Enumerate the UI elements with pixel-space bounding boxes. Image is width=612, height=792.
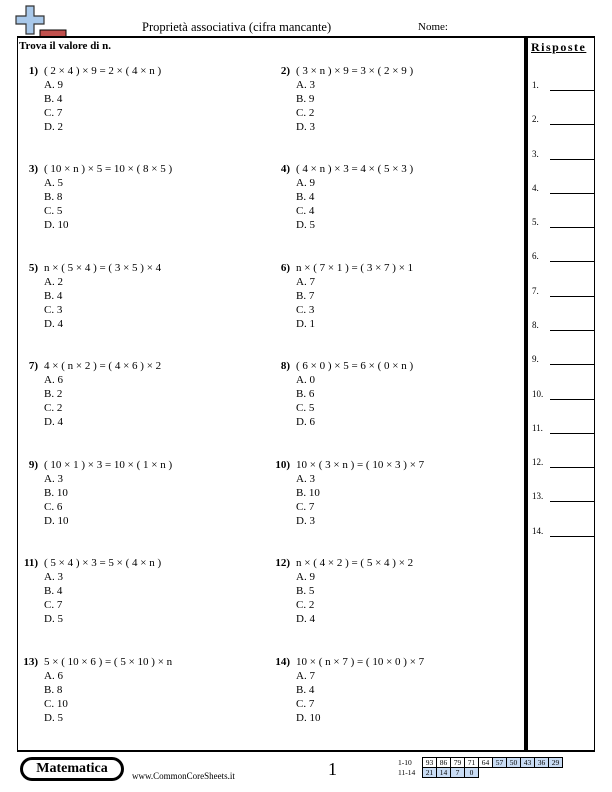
option-c: C. 2 [296, 107, 315, 119]
score-cell: 14 [437, 768, 451, 778]
option-a: A. 3 [296, 473, 315, 485]
worksheet-title: Proprietà associativa (cifra mancante) [142, 20, 332, 34]
option-a: A. 3 [44, 571, 63, 583]
option-b: B. 10 [44, 487, 68, 499]
answer-label: 2. [532, 114, 539, 124]
answer-field-14[interactable] [532, 526, 594, 538]
site-url: www.CommonCoreSheets.it [132, 771, 235, 781]
name-label: Nome: [418, 21, 448, 33]
problem-equation: ( 5 × 4 ) × 3 = 5 × ( 4 × n ) [44, 557, 162, 569]
score-row-1-10 [398, 758, 563, 768]
option-b: B. 9 [296, 93, 315, 105]
header-rule [17, 36, 595, 38]
score-cell: 50 [507, 758, 521, 768]
option-a: A. 9 [44, 79, 63, 91]
option-b: B. 8 [44, 684, 63, 696]
option-d: D. 10 [44, 515, 69, 527]
answer-label: 13. [532, 491, 544, 501]
answer-field-10[interactable] [532, 389, 594, 401]
problem-equation: ( 4 × n ) × 3 = 4 × ( 5 × 3 ) [296, 163, 414, 175]
left-border [17, 36, 18, 751]
answer-field-7[interactable] [532, 286, 594, 298]
option-d: D. 4 [44, 416, 63, 428]
footer-rule [17, 750, 595, 752]
option-a: A. 9 [296, 177, 315, 189]
option-d: D. 5 [296, 219, 315, 231]
score-row-label: 1-10 [398, 758, 412, 767]
option-b: B. 4 [44, 585, 63, 597]
option-d: D. 3 [296, 515, 315, 527]
answer-field-8[interactable] [532, 320, 594, 332]
option-c: C. 5 [296, 402, 315, 414]
column-divider [524, 36, 528, 751]
option-b: B. 5 [296, 585, 315, 597]
option-a: A. 3 [44, 473, 63, 485]
answer-label: 4. [532, 183, 539, 193]
option-a: A. 6 [44, 670, 63, 682]
option-d: D. 5 [44, 712, 63, 724]
answer-label: 9. [532, 354, 539, 364]
plus-logo-icon [14, 4, 68, 38]
answer-field-3[interactable] [532, 149, 594, 161]
problem-equation: n × ( 4 × 2 ) = ( 5 × 4 ) × 2 [296, 557, 414, 569]
option-d: D. 10 [44, 219, 69, 231]
option-d: D. 2 [44, 121, 63, 133]
problem-number: 2) [280, 65, 290, 77]
answer-label: 3. [532, 149, 539, 159]
problem-number: 6) [280, 262, 290, 274]
option-d: D. 5 [44, 613, 63, 625]
option-b: B. 4 [44, 93, 63, 105]
problem-number: 3) [28, 163, 38, 175]
score-cell: 0 [465, 768, 479, 778]
score-cell: 36 [535, 758, 549, 768]
answer-label: 10. [532, 389, 544, 399]
subject-badge [20, 757, 124, 781]
page-number: 1 [328, 759, 337, 779]
option-b: B. 10 [296, 487, 320, 499]
score-row-label: 11-14 [398, 768, 416, 777]
problem-number: 7) [28, 360, 38, 372]
score-cell: 79 [451, 758, 465, 768]
problem-number: 14) [275, 656, 290, 668]
answer-label: 12. [532, 457, 544, 467]
option-a: A. 2 [44, 276, 63, 288]
option-c: C. 7 [296, 501, 315, 513]
problem-number: 10) [275, 459, 290, 471]
option-b: B. 6 [296, 388, 315, 400]
option-b: B. 4 [296, 191, 315, 203]
answer-field-12[interactable] [532, 457, 594, 469]
option-d: D. 4 [296, 613, 315, 625]
answer-label: 8. [532, 320, 539, 330]
option-a: A. 3 [296, 79, 315, 91]
option-a: A. 6 [44, 374, 63, 386]
option-c: C. 3 [44, 304, 63, 316]
option-a: A. 7 [296, 276, 315, 288]
problem-equation: ( 10 × 1 ) × 3 = 10 × ( 1 × n ) [44, 459, 173, 471]
score-cell: 64 [479, 758, 493, 768]
answer-field-1[interactable] [532, 80, 594, 92]
score-cell: 93 [423, 758, 437, 768]
score-table [398, 757, 563, 778]
answer-label: 14. [532, 526, 544, 536]
option-c: C. 7 [296, 698, 315, 710]
subject-label: Matematica [23, 760, 121, 778]
answer-field-5[interactable] [532, 217, 594, 229]
answers-heading: Risposte [531, 40, 587, 54]
option-c: C. 4 [296, 205, 315, 217]
answer-label: 7. [532, 286, 539, 296]
option-d: D. 3 [296, 121, 315, 133]
problem-equation: 5 × ( 10 × 6 ) = ( 5 × 10 ) × n [44, 656, 173, 668]
problem-number: 9) [28, 459, 38, 471]
option-d: D. 4 [44, 318, 63, 330]
problem-number: 12) [275, 557, 290, 569]
problem-number: 5) [28, 262, 38, 274]
answer-label: 6. [532, 251, 539, 261]
answer-field-2[interactable] [532, 114, 594, 126]
answer-field-6[interactable] [532, 251, 594, 263]
option-a: A. 7 [296, 670, 315, 682]
score-cell: 29 [549, 758, 563, 768]
problem-equation: ( 2 × 4 ) × 9 = 2 × ( 4 × n ) [44, 65, 162, 77]
instructions: Trova il valore di n. [19, 40, 111, 52]
option-c: C. 10 [44, 698, 68, 710]
problem-number: 1) [28, 65, 38, 77]
option-b: B. 4 [296, 684, 315, 696]
option-d: D. 10 [296, 712, 321, 724]
problem-number: 13) [23, 656, 38, 668]
answer-label: 5. [532, 217, 539, 227]
problem-equation: ( 6 × 0 ) × 5 = 6 × ( 0 × n ) [296, 360, 414, 372]
problem-number: 11) [23, 557, 38, 569]
option-b: B. 8 [44, 191, 63, 203]
answer-field-11[interactable] [532, 423, 594, 435]
option-c: C. 2 [44, 402, 63, 414]
option-c: C. 2 [296, 599, 315, 611]
option-a: A. 9 [296, 571, 315, 583]
problem-equation: ( 3 × n ) × 9 = 3 × ( 2 × 9 ) [296, 65, 414, 77]
score-cell: 86 [437, 758, 451, 768]
option-c: C. 5 [44, 205, 63, 217]
score-cell: 7 [451, 768, 465, 778]
option-c: C. 3 [296, 304, 315, 316]
option-b: B. 4 [44, 290, 63, 302]
option-a: A. 5 [44, 177, 63, 189]
score-cell: 57 [493, 758, 507, 768]
option-b: B. 2 [44, 388, 63, 400]
problem-equation: n × ( 7 × 1 ) = ( 3 × 7 ) × 1 [296, 262, 414, 274]
problem-equation: n × ( 5 × 4 ) = ( 3 × 5 ) × 4 [44, 262, 162, 274]
answer-field-4[interactable] [532, 183, 594, 195]
right-border [594, 36, 595, 751]
option-b: B. 7 [296, 290, 315, 302]
problem-equation: 4 × ( n × 2 ) = ( 4 × 6 ) × 2 [44, 360, 162, 372]
problem-number: 8) [280, 360, 290, 372]
problem-equation: ( 10 × n ) × 5 = 10 × ( 8 × 5 ) [44, 163, 173, 175]
score-cell: 43 [521, 758, 535, 768]
score-row-11-14 [398, 768, 563, 778]
answer-label: 1. [532, 80, 539, 90]
option-c: C. 7 [44, 599, 63, 611]
answer-label: 11. [532, 423, 543, 433]
problem-equation: 10 × ( 3 × n ) = ( 10 × 3 ) × 7 [296, 459, 425, 471]
score-cell: 71 [465, 758, 479, 768]
problem-number: 4) [280, 163, 290, 175]
option-c: C. 6 [44, 501, 63, 513]
option-d: D. 6 [296, 416, 315, 428]
option-c: C. 7 [44, 107, 63, 119]
score-cell: 21 [423, 768, 437, 778]
answer-field-9[interactable] [532, 354, 594, 366]
problem-equation: 10 × ( n × 7 ) = ( 10 × 0 ) × 7 [296, 656, 425, 668]
option-a: A. 0 [296, 374, 315, 386]
option-d: D. 1 [296, 318, 315, 330]
answer-field-13[interactable] [532, 491, 594, 503]
